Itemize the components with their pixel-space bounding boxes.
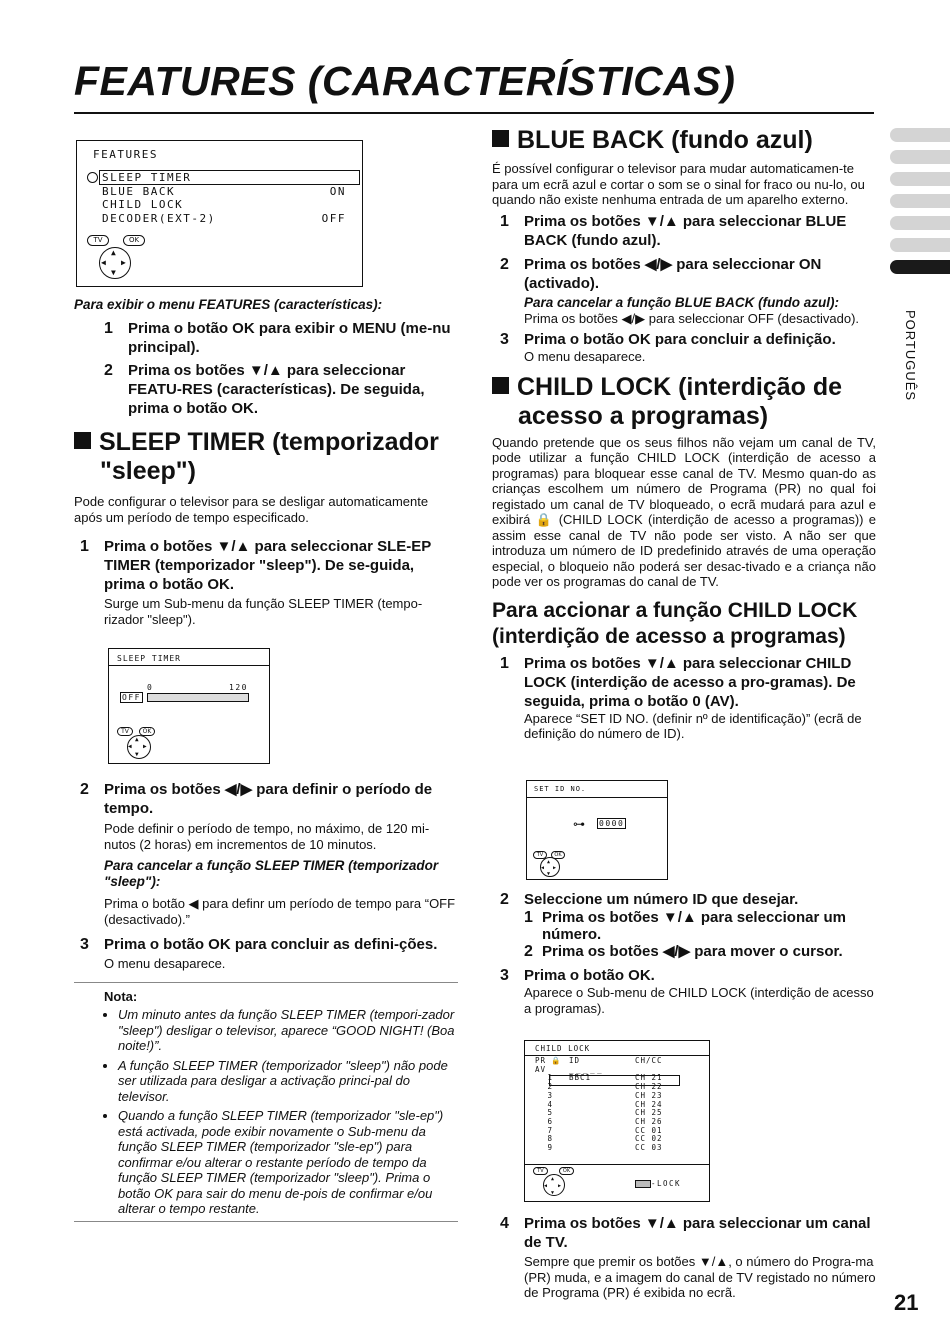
set-id-divider [527, 797, 667, 798]
item-value: OFF [321, 211, 346, 225]
joystick-icon[interactable]: ▲ ▼ ◀ ▶ [99, 247, 131, 279]
step-text: Prima o botão OK para concluir a definição. [524, 331, 836, 348]
blue-cancel-text: Prima os botões ◀/▶ para seleccionar OFF (desactivado). [524, 310, 860, 326]
row-id [569, 1135, 635, 1144]
key-icon: ⊶ [573, 817, 585, 831]
child-step-1-sub: Aparece “SET ID NO. (definir nº de identificação)” (ecrã de definição do número de ID). [524, 710, 862, 741]
child-lock-heading: CHILD LOCK (interdição de acesso a programas) [492, 373, 876, 431]
step-text: Prima os botões ▼/▲ para seleccionar um canal de TV. [524, 1215, 871, 1251]
row-pr: 5 [547, 1108, 553, 1118]
features-item[interactable] [102, 171, 346, 225]
row-channel: CC 01 [635, 1125, 663, 1135]
sleep-cancel-heading: Para cancelar a função SLEEP TIMER (temporizador "sleep"): [104, 858, 439, 889]
ok-button[interactable]: OK [551, 851, 565, 859]
row-pr: 4 [547, 1099, 553, 1109]
step-text: Prima os botões ◀/▶ para seleccionar ON (activado). [524, 255, 822, 292]
page-title: FEATURES (CARACTERÍSTICAS) [74, 58, 736, 104]
blue-step-2: 2 Prima os botões ◀/▶ para seleccionar ON (activado). [492, 255, 876, 293]
sleep-step-1-sub: Surge um Sub-menu da função SLEEP TIMER (tempo-rizador "sleep"). [104, 596, 423, 627]
row-pr: 6 [547, 1116, 553, 1126]
language-tab[interactable] [890, 216, 950, 230]
set-id-header: SET ID NO. [534, 785, 587, 793]
note-label: Nota: [104, 988, 138, 1004]
blue-back-description: É possível configurar o televisor para mudar automaticamen-te para um ecrã azul e cortar o som se o sinal for fraco ou nu-lo, ou quando não existe nenhuma entrada de um aparelho externo. [492, 161, 865, 207]
right-column [492, 126, 876, 742]
ok-button[interactable]: OK [123, 235, 145, 246]
sleep-step-2: 2 Prima os botões ◀/▶ para definir o período de tempo. [74, 780, 458, 818]
right-column-lower [492, 890, 876, 1016]
sleep-step-3: 3 Prima o botão OK para concluir as defini-ções. [80, 936, 438, 953]
av-row: AV [535, 1064, 547, 1074]
row-id [569, 1118, 635, 1127]
title-rule [74, 112, 874, 114]
tv-button[interactable]: TV [117, 727, 133, 736]
row-channel: CH 22 [635, 1082, 663, 1092]
lock-table-row[interactable] [535, 1144, 705, 1153]
intro-step-2: 2 Prima os botões ▼/▲ para seleccionar FEATU-RES (características). De seguida, prima o botão OK. [104, 361, 458, 418]
lock-column-icon: 🔒 [551, 1056, 562, 1065]
language-label: PORTUGUÊS [903, 310, 918, 402]
row-channel: CH 25 [635, 1108, 663, 1118]
step-text: Prima os botões ▼/▲ para seleccionar um número. [542, 909, 846, 943]
item-label: BLUE BACK [102, 184, 176, 198]
step-text: Prima os botões ▼/▲ para seleccionar BLUE BACK (fundo azul). [524, 212, 847, 249]
row-channel: CH 24 [635, 1099, 663, 1109]
note-list [104, 1007, 458, 1217]
row-id [569, 1144, 635, 1153]
step-text: Prima os botões ▼/▲ para seleccionar CHILD LOCK (interdição de acesso a pro-gramas). De seguida, prima o botão 0 (AV). [524, 654, 856, 710]
joystick-icon[interactable]: ▲ ▼ ◀ ▶ [127, 735, 151, 759]
child-step-4-sub: Sempre que premir os botões ▼/▲, o número do Progra-ma (PR) muda, e a imagem do canal de TV registado no número de Programa (PR) é exibida no ecrã. [524, 1254, 876, 1300]
sleep-screen-header: SLEEP TIMER [117, 654, 181, 663]
col-id: ID [569, 1056, 581, 1065]
item-label: CHILD LOCK [102, 198, 184, 211]
child-step-1: 1 Prima os botões ▼/▲ para seleccionar CHILD LOCK (interdição de acesso a pro-gramas). De seguida, prima o botão 0 (AV). [492, 654, 876, 711]
features-menu-screen [76, 140, 363, 287]
child-lock-description: Quando pretende que os seus filhos não vejam um canal de TV, pode utilizar a função CHILD LOCK (interdição de acesso a programas) para bloquear esse canal de TV. Mesmo quan-do as crianças escolhem um número de Programa (PR) no qual foi registado um canal de TV bloqueado, o ecrã mudará para azul e exibirá 🔒 (CHILD LOCK (interdição de acesso a programas)) e assim esse canal de TV não pode ser visto. A não ser que introduza um número de ID predefinido através de uma operação especial, o bloqueio não poderá ser desac-tivado e a criança não pode ver os programas do canal de TV. [492, 434, 876, 589]
child-step-2-2: 2 Prima os botões ◀/▶ para mover o cursor. [524, 943, 843, 960]
tv-button[interactable]: TV [533, 851, 547, 859]
row-pr: 2 [547, 1082, 553, 1092]
item-value: ON [329, 184, 346, 198]
row-channel: CH 26 [635, 1116, 663, 1126]
row-id [569, 1101, 635, 1110]
row-id [569, 1109, 635, 1118]
screen-footer-divider [525, 1164, 709, 1165]
lock-table-row[interactable] [535, 1109, 705, 1118]
square-bullet-icon [492, 130, 509, 147]
lock-table-row[interactable] [535, 1127, 705, 1136]
remote-control-icon [533, 1167, 579, 1199]
ok-button[interactable]: OK [559, 1167, 574, 1175]
sleep-off-label: OFF [122, 693, 141, 702]
sleep-divider [109, 665, 269, 666]
blue-cancel-heading: Para cancelar a função BLUE BACK (fundo azul): [524, 294, 840, 310]
row-channel: CH 21 [635, 1073, 663, 1083]
lock-table-row[interactable] [535, 1118, 705, 1127]
row-id [569, 1127, 635, 1136]
step-text: Prima o botões ▼/▲ para seleccionar SLE-EP TIMER (temporizador "sleep"). De se-guida, prima o botão OK. [104, 538, 432, 593]
blue-back-heading: BLUE BACK (fundo azul) [492, 126, 876, 155]
child-lock-subheading: Para accionar a função CHILD LOCK (interdição de acesso a programas) [492, 598, 858, 648]
step-text: Seleccione um número ID que desejar. [524, 891, 799, 908]
sleep-max-label: 120 [229, 683, 248, 692]
row-id [569, 1092, 635, 1101]
step-text: Prima o botão OK. [524, 967, 655, 984]
square-bullet-icon [74, 432, 91, 449]
language-tabs [890, 128, 950, 282]
child-step-3: 3 Prima o botão OK. [500, 967, 655, 984]
language-tab[interactable] [890, 238, 950, 252]
sleep-step-2-sub: Pode definir o período de tempo, no máximo, de 120 mi-nutos (2 horas) em incrementos de 10 minutos. [104, 821, 430, 852]
language-tab[interactable] [890, 172, 950, 186]
square-bullet-icon [492, 377, 509, 394]
lock-table [535, 1057, 705, 1153]
row-channel: CH 23 [635, 1090, 663, 1100]
child-step-3-sub: Aparece o Sub-menu de CHILD LOCK (interdição de acesso a programas). [524, 985, 874, 1016]
row-id: BBC1 [569, 1073, 592, 1083]
child-lock-screen [524, 1040, 710, 1202]
lock-rows [535, 1074, 705, 1152]
item-label: DECODER(EXT-2) [102, 211, 216, 225]
language-tab-active[interactable] [890, 260, 950, 274]
item-label: SLEEP TIMER [102, 171, 192, 184]
step-text: Prima o botão OK para exibir o MENU (me-nu principal). [128, 320, 451, 356]
intro-heading: Para exibir o menu FEATURES (características): [74, 297, 383, 312]
intro-step-1: 1 Prima o botão OK para exibir o MENU (me-nu principal). [104, 319, 458, 357]
col-ch: CH/CC [635, 1056, 663, 1065]
language-tab[interactable] [890, 128, 950, 142]
step-text: Prima os botões ▼/▲ para seleccionar FEATU-RES (características). De seguida, prima o botão OK. [128, 362, 425, 417]
child-step-2: 2 Seleccione um número ID que desejar. [500, 891, 799, 908]
child-lock-header: CHILD LOCK [535, 1044, 591, 1053]
note-box [74, 983, 458, 1217]
child-step-2-1: 1 Prima os botões ▼/▲ para seleccionar um número. [492, 909, 876, 943]
lock-table-row[interactable] [535, 1092, 705, 1101]
sleep-timer-heading: SLEEP TIMER (temporizador "sleep") [74, 428, 458, 486]
remote-control-icon [87, 235, 147, 280]
language-tab[interactable] [890, 150, 950, 164]
blue-step-3-sub: O menu desaparece. [524, 349, 646, 364]
blue-step-1: 1 Prima os botões ▼/▲ para seleccionar BLUE BACK (fundo azul). [492, 212, 876, 250]
row-channel: CC 02 [635, 1134, 663, 1144]
lock-table-row[interactable] [535, 1101, 705, 1110]
cursor-circle-icon [87, 172, 98, 183]
lock-legend-label: -LOCK [651, 1179, 682, 1188]
note-item: • Um minuto antes da função SLEEP TIMER (tempori-zador "sleep") desligar o televisor, aparece “GOOD NIGHT! (Boa noite!)”. [118, 1007, 458, 1054]
left-column-lower [74, 780, 458, 1222]
step-text: Prima o botão OK para concluir as defini-ções. [104, 936, 438, 953]
sleep-step-3-sub: O menu desaparece. [104, 956, 226, 971]
child-step-4-block [492, 1214, 876, 1301]
lock-legend-swatch [635, 1180, 651, 1188]
remote-control-icon [533, 851, 577, 879]
blue-step-3: 3 Prima o botão OK para concluir a definição. [500, 331, 836, 348]
sleep-min-label: 0 [147, 683, 154, 692]
id-number-input[interactable]: 0000 [599, 819, 625, 828]
lock-table-row[interactable] [535, 1135, 705, 1144]
step-text: Prima os botões ◀/▶ para definir o período de tempo. [104, 781, 433, 817]
sleep-step-1: 1 Prima o botões ▼/▲ para seleccionar SLE-EP TIMER (temporizador "sleep"). De se-guida, prima o botão OK. [74, 537, 458, 594]
row-pr: 7 [547, 1125, 553, 1135]
row-channel: CC 03 [635, 1143, 663, 1153]
row-pr: 8 [547, 1134, 553, 1144]
language-tab[interactable] [890, 194, 950, 208]
features-screen-header: FEATURES [93, 148, 158, 161]
row-selection-box [549, 1075, 680, 1086]
note-item: • A função SLEEP TIMER (temporizador "sleep") não pode ser utilizada para desligar a activação princi-pal do televisor. [118, 1058, 458, 1105]
set-id-screen [526, 780, 668, 880]
sleep-time-slider[interactable] [147, 693, 249, 702]
sleep-timer-screen [108, 648, 270, 764]
row-pr: 3 [547, 1090, 553, 1100]
row-pr: 9 [547, 1143, 553, 1153]
av-id: _ _ _ _ _ [569, 1064, 601, 1074]
col-pr: PR [535, 1056, 547, 1065]
note-bottom-rule [74, 1221, 458, 1222]
ok-button[interactable]: OK [139, 727, 155, 736]
left-column [74, 297, 458, 627]
tv-button[interactable]: TV [87, 235, 109, 246]
child-step-4: 4 Prima os botões ▼/▲ para seleccionar um canal de TV. [492, 1214, 876, 1252]
sleep-cancel-text: Prima o botão ◀ para definr um período de tempo para “OFF (desactivado).” [104, 896, 456, 927]
sleep-description: Pode configurar o televisor para se desligar automaticamente após um período de tempo especificado. [74, 494, 429, 525]
step-text: Prima os botões ◀/▶ para mover o cursor. [542, 943, 843, 960]
joystick-icon[interactable]: ▲ ▼ ◀ ▶ [543, 1174, 565, 1196]
tv-button[interactable]: TV [533, 1167, 548, 1175]
remote-control-icon [117, 727, 167, 762]
row-pr: 1 [547, 1073, 553, 1083]
note-item: • Quando a função SLEEP TIMER (temporizador "sle-ep") está activada, pode exibir novamente o Sub-menu da função SLEEP TIMER (temporizador "sle-ep") para confirmar e/ou alterar o restante período de tempo da função SLEEP TIMER (temporizador "sleep"). Prima o botão OK para sair do menu de-pois de confirmar e/ou alterar o tempo restante. [118, 1108, 458, 1217]
joystick-icon[interactable]: ▲ ▼ ◀ ▶ [540, 857, 560, 877]
page-number: 21 [894, 1290, 919, 1315]
